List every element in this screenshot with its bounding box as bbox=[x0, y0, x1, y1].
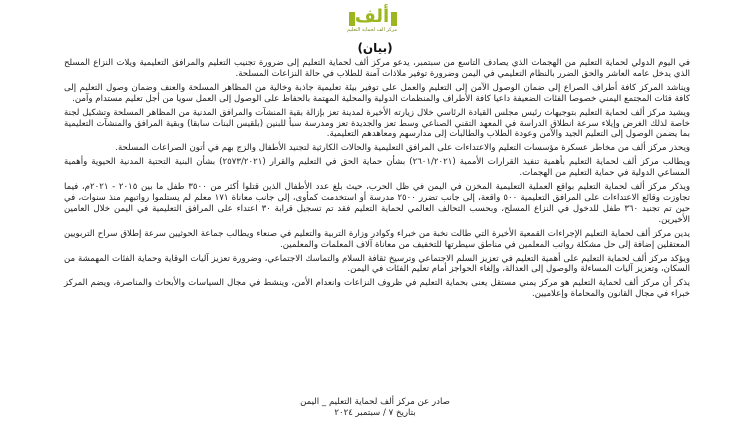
issuer-line: صادر عن مركز ألف لحماية التعليم _ اليمن bbox=[300, 397, 450, 407]
paragraph: يدين مركز ألف لحماية التعليم الإجراءات القمعية الأخيرة التي طالت نخبة من خبراء وكوادر وزارة التربية والتعليم في صنعاء ويطالب جماعة الحوثيين سرعة إطلاق سراح التربويين المعتقلين إضافة إلى حل مشكلة رواتب المعلمين في مناطق سيطرتها للتخفيف من معاناة آلاف المعلمات والمعلمين. bbox=[64, 228, 690, 250]
logo-mark-text: ألف bbox=[354, 6, 390, 27]
paragraph: ويناشد المركز كافة أطراف الصراع إلى ضمان الوصول الآمن إلى التعليم والعمل على توفير بيئة تعليمية جاذبة وخالية من المظاهر المسلحة والعنف وضمان وصول التعليم إلى كافة فئات المجتمع اليمني خصوصا الفئات الضعيفة داعيا كافة الأطراف والمنظمات الدولية والمحلية المهتمة بالحفاظ على الوصول إلى العمل سويا من أجل تعليم مستدام وآمن. bbox=[64, 82, 690, 104]
logo-bar-icon bbox=[391, 12, 397, 26]
paragraph: ويذكر مركز ألف لحماية التعليم بواقع العملية التعليمية المخزن في اليمن في ظل الحرب، حيث بلغ عدد الأطفال الذين قتلوا أكثر من ٣٥٠٠ طفل ما بين ٢٠١٥ - ٢٠٢١م، فيما تجاوزت وقائع الاعتداءات على المرافق التعليمية ٥٠٠ واقعة، إلى جانب تضرر ٢٥٠٠ مدرسة أو استخدمت كمأوى، إلى جانب معاناة ١٧١ معلم لم يستلموا رواتبهم منذ سنوات، في حين تم تجنيد ٣٦٠ طفل للدخول في النزاع المسلح، وبحسب التحالف العالمي لحماية التعليم فقد تم تسجيل قرابة ٣٠ اعتداء على المرافق التعليمية في اليمن خلال العامين الأخيرين. bbox=[64, 182, 691, 225]
organization-logo bbox=[342, 6, 402, 40]
paragraph: يذكر أن مركز ألف لحماية التعليم هو مركز يمني مستقل يعنى بحماية التعليم في ظروف النزاعات وانعدام الأمن، وينشط في مجال السياسات والأبحاث والمناصرة، ويضم المركز خبراء في مجال القانون والمحاماة وإعلاميين. bbox=[64, 278, 690, 300]
logo-subtitle: مركز ألف لحماية التعليم bbox=[347, 27, 397, 33]
paragraph: ويحذر مركز ألف من مخاطر عسكرة مؤسسات التعليم والاعتداءات على المرافق التعليمية والحالات الكارثية لتجنيد الأطفال والزج بهم في أتون الصراعات المسلحة. bbox=[115, 143, 690, 154]
statement-body bbox=[64, 58, 690, 303]
logo-mark bbox=[342, 6, 402, 26]
statement-title: (بيان) bbox=[357, 41, 393, 55]
statement-footer bbox=[250, 397, 500, 419]
date-line: بتاريخ ٧ / سبتمبر ٢٠٢٤ bbox=[334, 408, 416, 418]
paragraph: في اليوم الدولي لحماية التعليم من الهجمات الذي يصادف التاسع من سبتمبر، يدعو مركز ألف لحماية التعليم إلى ضرورة تجنيب التعليم والمرافق التعليمية ويلات النزاع المسلح الذي يدخل عامه العاشر والحق الضرر بالنظام التعليمي في اليمن وضرورة توفير ملاذات آمنة للطلاب في حالة النزاعات المسلحة. bbox=[64, 58, 690, 79]
paragraph: ويؤكد مركز ألف لحماية التعليم على أهمية التعليم في تعزيز السلم الاجتماعي وترسيخ ثقافة السلام والتماسك الاجتماعي، وضرورة تعزيز آليات الوقاية وحماية الفئات المهمشة من السكان، وتعزيز آليات المساءلة والوصول إلى العدالة، وإلغاء الحواجز أمام تعليم الفئات في اليمن. bbox=[64, 253, 690, 275]
paragraph: ويطالب مركز ألف لحماية التعليم بأهمية تنفيذ القرارات الأممية (٢٦٠١/٢٠٢١) بشأن حماية الحق في التعليم والقرار (٢٥٧٣/٢٠٢١) بشأن البنية التحتية المدنية الحيوية وأهمية المساعي الدولية في حماية التعليم من الهجمات. bbox=[64, 157, 691, 179]
paragraph: ويشيد مركز ألف لحماية التعليم بتوجيهات رئيس مجلس القيادة الرئاسي خلال زيارته الأخيرة لمدينة تعز بإزالة بقية المنشآت والمرافق المدنية من المظاهر المسلحة وتشكيل لجنة خاصة لذلك الغرض وإيلاء سرعة انطلاق الدراسة في المعهد التقني الصناعي وسط تعز والجديدة تعز ومدرسة سبأ للبنين (بلقيس البنات سابقا) وبقية المرافق والمنشآت التعليمية بما يضمن الوصول إلى التعليم الجيد والآمن وعودة الطلاب والطالبات إلى مدارسهم ومعاهدهم التعليمية. bbox=[64, 107, 690, 140]
